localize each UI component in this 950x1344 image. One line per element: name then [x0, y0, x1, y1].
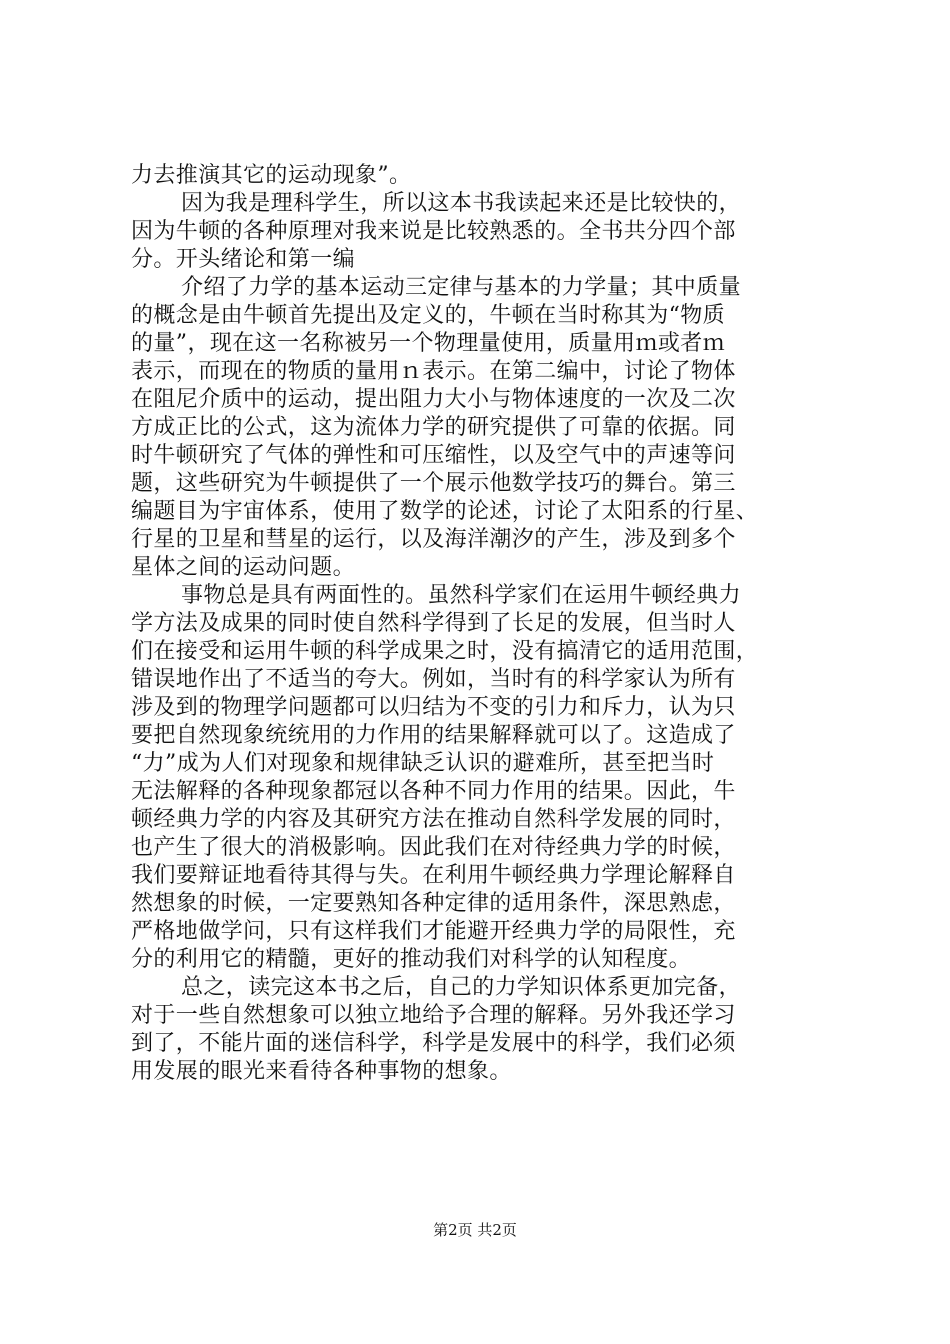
text-line: 方成正比的公式，这为流体力学的研究提供了可靠的依据。同 [131, 415, 736, 440]
text-line: 用发展的眼光来看待各种事物的想象。 [131, 1059, 512, 1084]
text-line: 顿经典力学的内容及其研究方法在推动自然科学发展的同时， [131, 807, 736, 832]
text-line: 因为牛顿的各种原理对我来说是比较熟悉的。全书共分四个部 [131, 219, 736, 244]
paragraph-start-line: 因为我是理科学生，所以这本书我读起来还是比较快的， [181, 191, 742, 216]
text-line: 分的利用它的精髓，更好的推动我们对科学的认知程度。 [131, 947, 692, 972]
text-line: 然想象的时候，一定要熟知各种定律的适用条件，深思熟虑， [131, 891, 736, 916]
paragraph-start-line: 介绍了力学的基本运动三定律与基本的力学量；其中质量 [181, 275, 742, 300]
text-line: 错误地作出了不适当的夸大。例如，当时有的科学家认为所有 [131, 667, 736, 692]
paragraph-start-line: 事物总是具有两面性的。虽然科学家们在运用牛顿经典力 [181, 583, 742, 608]
text-line: 编题目为宇宙体系，使用了数学的论述，讨论了太阳系的行星、 [131, 499, 759, 524]
text-line: 要把自然现象统统用的力作用的结果解释就可以了。这造成了 [131, 723, 736, 748]
text-line: “力”成为人们对现象和规律缺乏认识的避难所，甚至把当时 [131, 751, 715, 776]
text-line: 星体之间的运动问题。 [131, 555, 356, 580]
text-line: 表示，而现在的物质的量用ｎ表示。在第二编中，讨论了物体 [131, 359, 736, 384]
text-line: 时牛顿研究了气体的弹性和可压缩性，以及空气中的声速等问 [131, 443, 736, 468]
text-line: 无法解释的各种现象都冠以各种不同力作用的结果。因此，牛 [131, 779, 736, 804]
text-line: 严格地做学问，只有这样我们才能避开经典力学的局限性，充 [131, 919, 736, 944]
document-body [131, 162, 831, 1086]
text-line: 也产生了很大的消极影响。因此我们在对待经典力学的时候， [131, 835, 736, 860]
text-line: 的量”，现在这一名称被另一个物理量使用，质量用ｍ或者ｍ [131, 331, 726, 356]
text-line: 对于一些自然想象可以独立地给予合理的解释。另外我还学习 [131, 1003, 736, 1028]
text-line: 分。开头绪论和第一编 [131, 247, 356, 272]
text-line: 我们要辩证地看待其得与失。在利用牛顿经典力学理论解释自 [131, 863, 736, 888]
text-line: 到了，不能片面的迷信科学，科学是发展中的科学，我们必须 [131, 1031, 736, 1056]
paragraph-start-line: 总之，读完这本书之后，自己的力学知识体系更加完备， [181, 975, 742, 1000]
text-line: 在阻尼介质中的运动，提出阻力大小与物体速度的一次及二次 [131, 387, 736, 412]
page-number-footer: 第2页 共2页 [433, 1221, 517, 1239]
text-line: 学方法及成果的同时使自然科学得到了长足的发展，但当时人 [131, 611, 736, 636]
text-line: 题，这些研究为牛顿提供了一个展示他数学技巧的舞台。第三 [131, 471, 736, 496]
text-line: 的概念是由牛顿首先提出及定义的，牛顿在当时称其为“物质 [131, 303, 726, 328]
text-line: 们在接受和运用牛顿的科学成果之时，没有搞清它的适用范围， [131, 639, 759, 664]
text-line: 力去推演其它的运动现象”。 [131, 163, 412, 188]
text-line: 涉及到的物理学问题都可以归结为不变的引力和斥力，认为只 [131, 695, 736, 720]
text-line: 行星的卫星和彗星的运行，以及海洋潮汐的产生，涉及到多个 [131, 527, 736, 552]
